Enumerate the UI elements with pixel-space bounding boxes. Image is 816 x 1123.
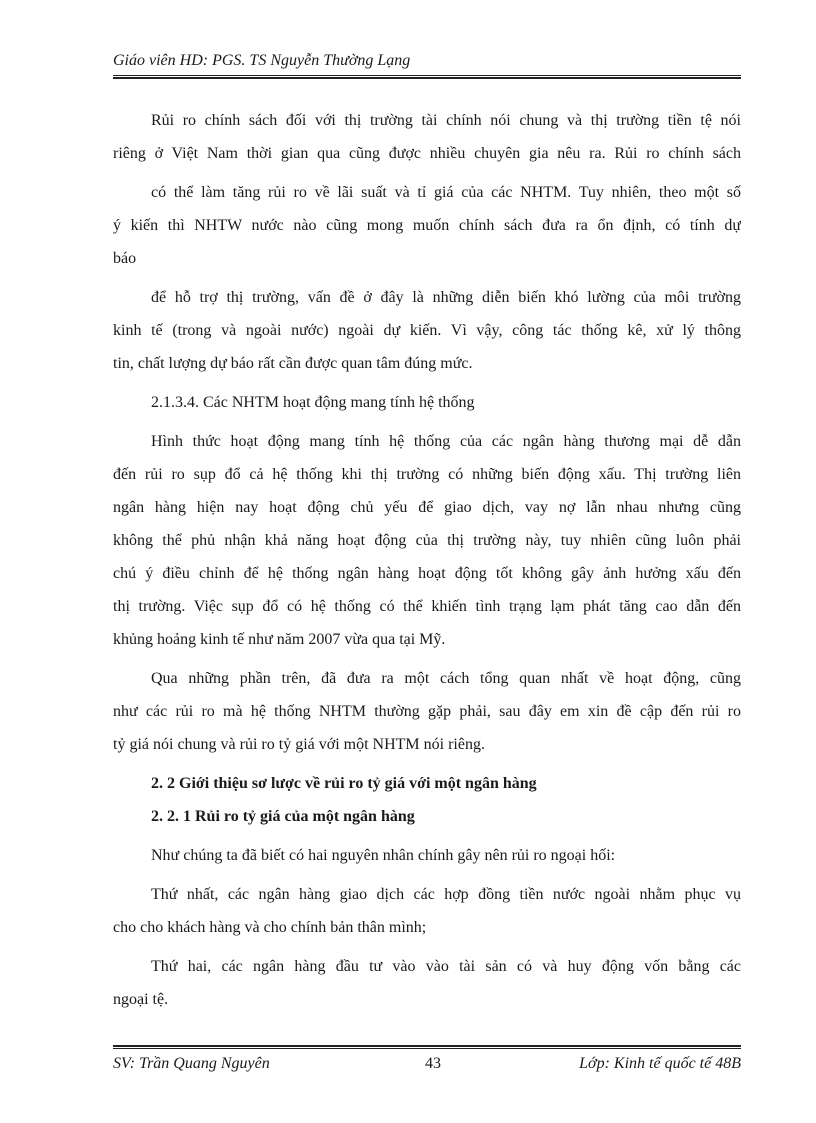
text-line: có thể làm tăng rủi ro về lãi suất và tỉ giá của các NHTM. Tuy nhiên, theo một số: [151, 184, 741, 201]
document-body: [113, 104, 741, 1016]
paragraph-first-cause: [113, 878, 741, 944]
text-line: ý kiến thì NHTW nước nào cũng mong muốn chính sách đưa ra ổn định, có tính dự: [113, 217, 741, 234]
text-line: ngân hàng hiện nay hoạt động chủ yếu để giao dịch, vay nợ lẫn nhau nhưng cũng: [113, 499, 741, 516]
subsection-title: 2.1.3.4. Các NHTM hoạt động mang tính hệ thống: [151, 394, 475, 411]
text-line: ngoại tệ.: [113, 991, 169, 1008]
paragraph-market-support: [113, 281, 741, 380]
page-number: 43: [425, 1055, 441, 1072]
text-line: Rủi ro chính sách đối với thị trường tài chính nói chung và thị trường tiền tệ nói: [151, 112, 741, 129]
footer-rule-thick: [113, 1045, 741, 1047]
footer-student: SV: Trần Quang Nguyên: [113, 1055, 270, 1072]
text-line: cho cho khách hàng và cho chính bản thân mình;: [113, 919, 427, 936]
paragraph-systemic: [113, 425, 741, 656]
text-line: khủng hoảng kinh tế như năm 2007 vừa qua tại Mỹ.: [113, 631, 446, 648]
text-line: không thể phủ nhận khả năng hoạt động của thị trường này, tuy nhiên cũng luôn phải: [113, 532, 741, 549]
text-line: thị trường. Việc sụp đổ có hệ thống có thể khiến tình trạng lạm phát tăng cao dẫn đến: [113, 598, 741, 615]
text-line: báo: [113, 250, 137, 267]
text-line: Thứ nhất, các ngân hàng giao dịch các hợp đồng tiền nước ngoài nhằm phục vụ: [151, 886, 741, 903]
page-footer: [113, 1053, 741, 1075]
text-line: chú ý điều chỉnh để hệ thống ngân hàng hoạt động tốt không gây ảnh hưởng xấu đến: [113, 565, 741, 582]
section-heading-2-2-1: 2. 2. 1 Rủi ro tỷ giá của một ngân hàng: [151, 808, 415, 825]
text-line: như các rủi ro mà hệ thống NHTM thường gặp phải, sau đây em xin đề cập đến rủi ro: [113, 703, 741, 720]
header-rule-thick: [113, 77, 741, 79]
paragraph-risk-rate: [113, 176, 741, 275]
text-line: tin, chất lượng dự báo rất cần được quan tâm đúng mức.: [113, 355, 473, 372]
text-line: đến rủi ro sụp đổ cả hệ thống khi thị trường có những biến động xấu. Thị trường liên: [113, 466, 741, 483]
paragraph-causes: [113, 839, 741, 872]
footer-class: Lớp: Kinh tế quốc tế 48B: [579, 1055, 741, 1072]
section-heading-2-2: 2. 2 Giới thiệu sơ lược về rủi ro tỷ giá với một ngân hàng: [151, 775, 537, 792]
header-rule: [113, 75, 741, 76]
text-line: để hỗ trợ thị trường, vấn đề ở đây là những diễn biến khó lường của môi trường: [151, 289, 741, 306]
header-advisor: Giáo viên HD: PGS. TS Nguyễn Thường Lạng: [113, 52, 411, 69]
text-line: Qua những phần trên, đã đưa ra một cách tổng quan nhất về hoạt động, cũng: [151, 670, 741, 687]
text-line: Như chúng ta đã biết có hai nguyên nhân chính gây nên rủi ro ngoại hối:: [151, 847, 616, 864]
paragraph-overview: [113, 662, 741, 761]
page-header: [113, 50, 741, 72]
text-line: kinh tế (trong và ngoài nước) ngoài dự kiến. Vì vậy, công tác thống kê, xử lý thông: [113, 322, 741, 339]
section-headings: [113, 767, 741, 833]
paragraph-risk-policy: [113, 104, 741, 170]
text-line: Hình thức hoạt động mang tính hệ thống của các ngân hàng thương mại dễ dẫn: [151, 433, 741, 450]
paragraph-second-cause: [113, 950, 741, 1016]
footer-rule: [113, 1048, 741, 1049]
text-line: riêng ở Việt Nam thời gian qua cũng được nhiều chuyên gia nêu ra. Rủi ro chính sách: [113, 145, 741, 162]
text-line: Thứ hai, các ngân hàng đầu tư vào vào tài sản có và huy động vốn bằng các: [151, 958, 741, 975]
subsection-title-2134: [113, 386, 741, 419]
text-line: tỷ giá nói chung và rủi ro tỷ giá với một NHTM nói riêng.: [113, 736, 485, 753]
